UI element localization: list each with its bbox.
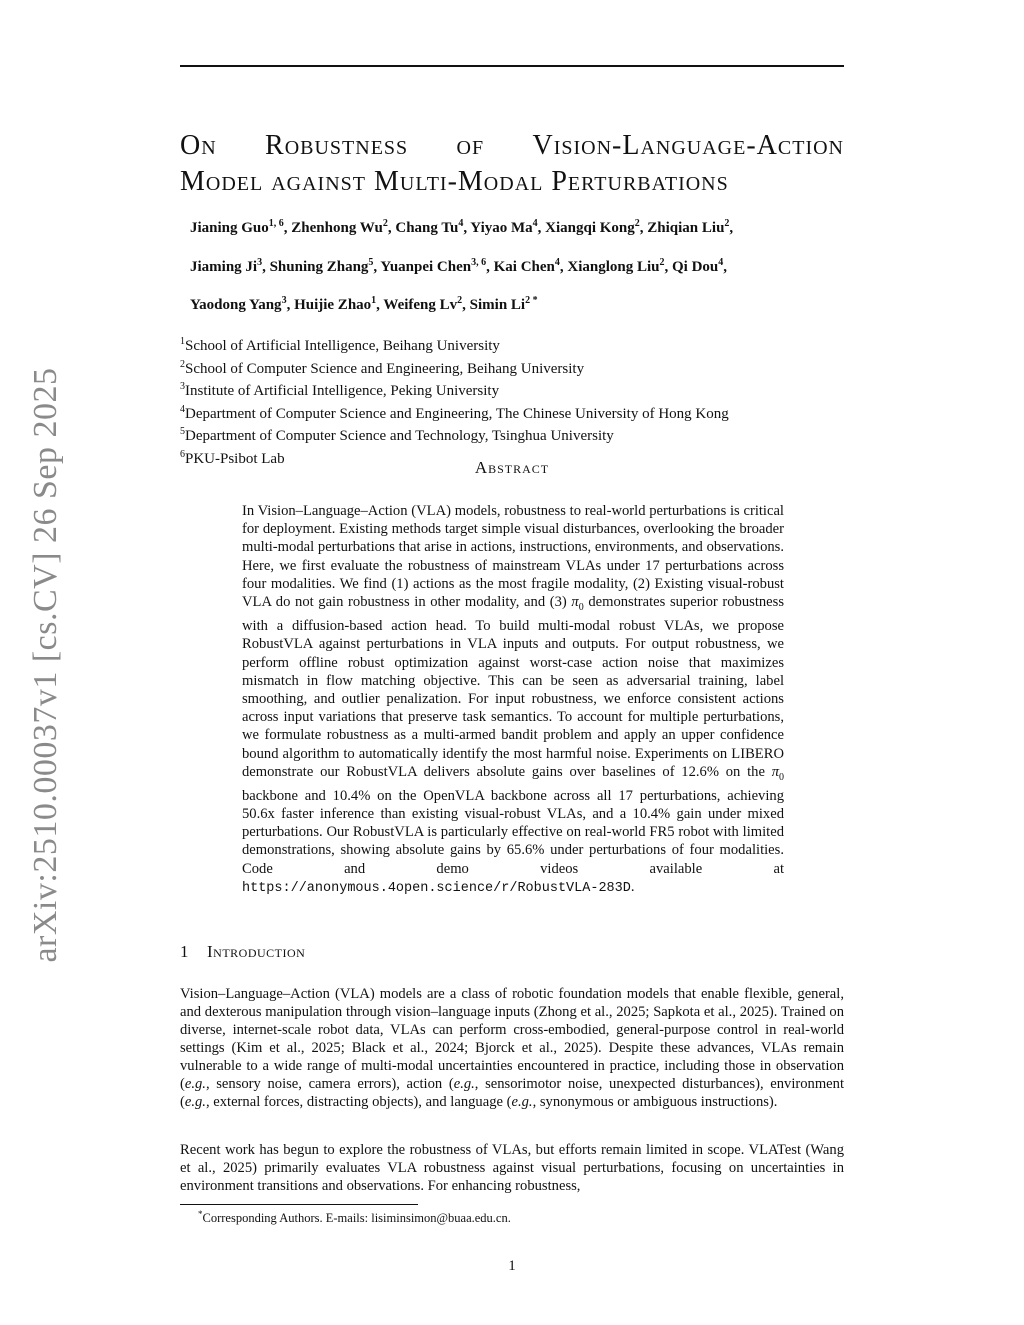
author: Qi Dou$^4$ [672,257,724,275]
author: Yiyao Ma$^4$ [470,218,538,236]
page-number: 1 [508,1258,516,1274]
affiliations [180,333,729,468]
author-line-1: Jianing Guo$^{1, 6}$, Zhenhong Wu$^2$, Chang Tu$^4$, Yiyao Ma$^4$, Xiangqi Kong$^2$, Zhiqian Liu$^2$, [190,218,734,236]
abstract-body: In Vision–Language–Action (VLA) models, robustness to real-world perturbations is critical for deployment. Existing methods target simple visual disturbances, overlooking the broader multi-modal perturbations that arise in actions, instructions, environments, and observations. Here, we first evaluate the robustness of mainstream VLAs under 17 perturbations across four modalities. We find (1) actions as the most fragile modality, (2) Existing visual-robust VLA do not gain robustness in other modality, and (3) $\pi_0$ demonstrates superior robustness with a diffusion-based action head. To build multi-modal robust VLAs, we propose RobustVLA against perturbations in VLA inputs and outputs. For output robustness, we perform offline robust optimization against worst-case action noise that maximizes mismatch in flow matching objective. This can be seen as adversarial training, label smoothing, and outlier penalization. For input robustness, we enforce consistent actions across input variations that preserve task semantics. To account for multiple perturbations, we formulate robustness as a multi-armed bandit problem and apply an upper confidence bound algorithm to automatically identify the most harmful noise. Experiments on LIBERO demonstrate our RobustVLA delivers absolute gains over baselines of 12.6% on the $\pi_0$ backbone and 10.4% on the OpenVLA backbone across all 17 perturbations, achieving 50.6x faster inference than existing visual-robust VLAs, and a 10.4% gain under mixed perturbations. Our RobustVLA is particularly effective on real-world FR5 robot with limited demonstrations, showing absolute gains by 65.6% under perturbations of four modalities. Code and demo videos available at https://anonymous.4open.science/r/RobustVLA-283D. [242,503,785,896]
affiliation: $^4$Department of Computer Science and Engineering, The Chinese University of Hong Kong [180,403,729,422]
section-title: Introduction [207,942,306,961]
title-line-1 [180,128,844,164]
title-word: On [180,130,217,161]
author-line-3: Yaodong Yang$^3$, Huijie Zhao$^1$, Weifeng Lv$^2$, Simin $Li^{2 *}$ [190,295,538,313]
affiliation: $^2$School of Computer Science and Engineering, Beihang University [180,358,585,377]
author: Yuanpei Chen$^{3, 6}$ [380,257,487,275]
affiliation: $^1$School of Artificial Intelligence, Beihang University [180,336,500,354]
author: Jiaming Ji$^3$ [190,257,263,275]
author: Xiangqi Kong$^2$ [545,218,640,236]
affiliation: $^5$Department of Computer Science and Technology, Tsinghua University [180,426,614,444]
code-url-link[interactable]: https://anonymous.4open.science/r/RobustVLA-283D [242,880,631,896]
author: Zhiqian Liu$^2$ [647,218,730,236]
title-word: Robustness [265,130,409,161]
author: Simin $Li^{2 *}$ [469,295,538,313]
title-line-2: Model against Multi-Modal Perturbations [180,166,729,197]
author: Weifeng Lv$^2$ [383,295,463,313]
abstract-heading: Abstract [474,458,550,477]
affiliation: $^3$Institute of Artificial Intelligence, Peking University [180,381,500,399]
author: Shuning Zhang$^5$ [269,257,374,275]
author: Huijie Zhao$^1$ [294,295,377,313]
footnote: *Corresponding Authors. E-mails: lisiminsimon@buaa.edu.cn. [198,1209,511,1226]
affiliation: $^6$PKU-Psibot Lab [180,448,285,467]
title-word: Vision-Language-Action [532,130,844,161]
footnote-rule [180,1204,418,1205]
author-line-2: Jiaming Ji$^3$, Shuning Zhang$^5$, Yuanpei Chen$^{3, 6}$, Kai Chen$^4$, Xianglong Liu$^2$, Qi Dou$^4$, [190,257,728,275]
author: Xianglong Liu$^2$ [567,257,665,275]
author: Zhenhong Wu$^2$ [291,218,388,236]
intro-paragraph-2: Recent work has begun to explore the robustness of VLAs, but efforts remain limited in scope. VLATest (Wang et al., 2025) primarily evaluates VLA robustness against visual perturbations, focusing on uncertainties in environment transitions and observations. For enhancing robustness, [180,1142,844,1194]
arxiv-identifier: arXiv:2510.00037v1 [cs.CV] 26 Sep 2025 [27,367,64,963]
title-word: of [456,130,485,161]
author: Jianing Guo$^{1, 6}$ [190,218,284,236]
author: Yaodong Yang$^3$ [190,295,287,313]
section-number: 1 [180,942,189,961]
intro-paragraph-1: Vision–Language–Action (VLA) models are a class of robotic foundation models that enable flexible, general, and dexterous manipulation through vision–language inputs (Zhong et al., 2025; Sapkota et al., 2025). Trained on diverse, internet-scale robot data, VLAs can perform cross-embodied, general-purpose control in real-world settings (Kim et al., 2025; Black et al., 2024; Bjorck et al., 2025). Despite these advances, VLAs remain vulnerable to a wide range of multi-modal uncertainties encountered in practice, including those in observation (e.g., sensory noise, camera errors), action (e.g., sensorimotor noise, unexpected disturbances), environment (e.g., external forces, distracting objects), and language (e.g., synonymous or ambiguous instructions). [180,986,845,1110]
top-rule [180,65,844,67]
section-heading [180,942,305,962]
paper-title [180,128,844,200]
author: Chang Tu$^4$ [395,218,464,236]
author: Kai Chen$^4$ [493,257,560,275]
